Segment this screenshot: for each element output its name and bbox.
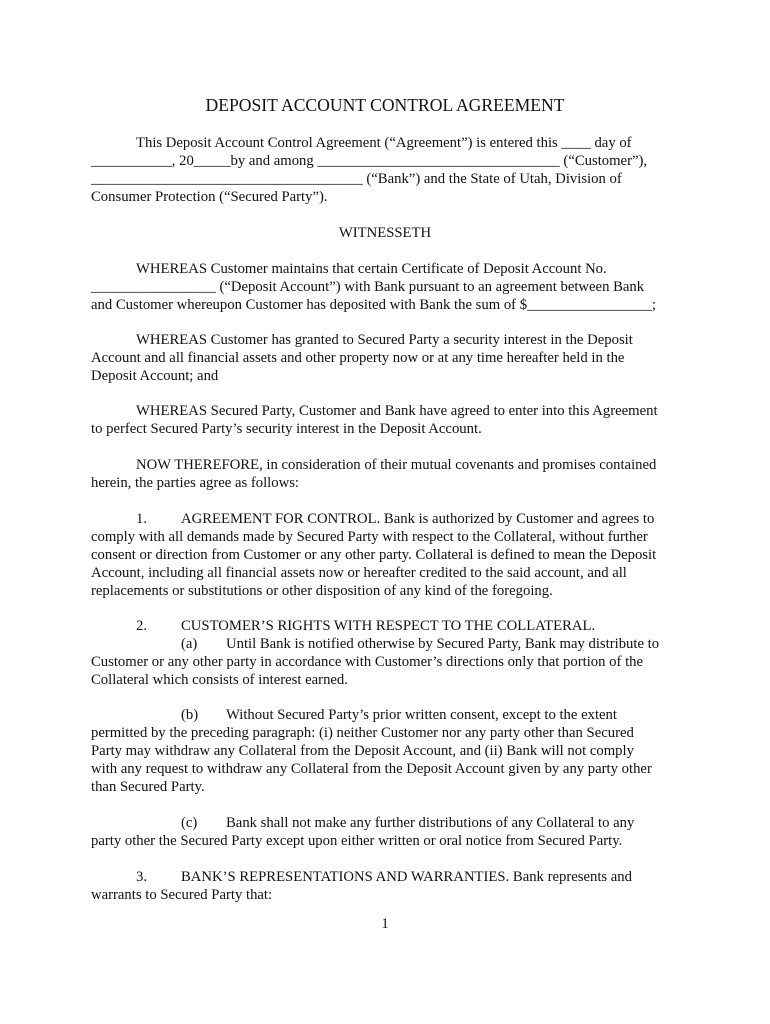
section-number: 2.	[136, 618, 148, 634]
page-number: 1	[381, 916, 389, 932]
document-title: DEPOSIT ACCOUNT CONTROL AGREEMENT	[205, 95, 565, 115]
witnesseth-heading: WITNESSETH	[338, 225, 432, 241]
text-line: herein, the parties agree as follows:	[91, 475, 299, 491]
text-line: Without Secured Party’s prior written consent, except to the extent	[226, 707, 617, 723]
text-line: than Secured Party.	[91, 779, 205, 795]
subsection-label: (a)	[181, 636, 198, 652]
text-line: to perfect Secured Party’s security interest in the Deposit Account.	[91, 421, 482, 437]
subsection-label: (b)	[181, 707, 199, 723]
text-line: party other the Secured Party except upon either written or oral notice from Secured Party.	[91, 833, 623, 849]
text-line: WHEREAS Customer has granted to Secured Party a security interest in the Deposit	[136, 332, 633, 348]
text-line: Collateral which consists of interest earned.	[91, 672, 348, 688]
section-number: 1.	[136, 511, 148, 527]
text-line: Consumer Protection (“Secured Party”).	[91, 189, 328, 205]
text-line: NOW THEREFORE, in consideration of their mutual covenants and promises contained	[136, 457, 657, 473]
subsection-label: (c)	[181, 815, 198, 831]
text-line: Account and all financial assets and other property now or at any time hereafter held in the	[91, 350, 625, 366]
section-heading: CUSTOMER’S RIGHTS WITH RESPECT TO THE COLLATERAL.	[181, 618, 596, 634]
text-line: and Customer whereupon Customer has deposited with Bank the sum of $_________________;	[91, 297, 656, 313]
text-line: ___________, 20_____by and among _________________________________ (“Customer”),	[91, 153, 648, 169]
text-line: replacements or substitutions or other disposition of any kind of the foregoing.	[91, 583, 553, 599]
text-line: consent or direction from Customer or any other party. Collateral is defined to mean the Deposit	[91, 547, 657, 563]
text-line: _____________________________________ (“Bank”) and the State of Utah, Division of	[91, 171, 622, 187]
text-line: permitted by the preceding paragraph: (i) neither Customer nor any party other than Secured	[91, 725, 634, 741]
text-line: _________________ (“Deposit Account”) with Bank pursuant to an agreement between Bank	[91, 279, 645, 295]
text-line: This Deposit Account Control Agreement (“Agreement”) is entered this ____ day of	[136, 135, 632, 151]
section-heading-line: BANK’S REPRESENTATIONS AND WARRANTIES. Bank represents and	[181, 869, 632, 885]
section-number: 3.	[136, 869, 148, 885]
text-line: WHEREAS Secured Party, Customer and Bank have agreed to enter into this Agreement	[136, 403, 658, 419]
text-line: Until Bank is notified otherwise by Secured Party, Bank may distribute to	[226, 636, 660, 652]
section-heading-line: AGREEMENT FOR CONTROL. Bank is authorized by Customer and agrees to	[181, 511, 655, 527]
text-line: WHEREAS Customer maintains that certain Certificate of Deposit Account No.	[136, 261, 607, 277]
text-line: Bank shall not make any further distributions of any Collateral to any	[226, 815, 635, 831]
text-line: comply with all demands made by Secured Party with respect to the Collateral, without further	[91, 529, 648, 545]
text-line: Account, including all financial assets now or hereafter credited to the said account, and all	[91, 565, 627, 581]
text-line: Customer or any other party in accordance with Customer’s directions only that portion of the	[91, 654, 644, 670]
text-line: with any request to withdraw any Collateral from the Deposit Account given by any party other	[91, 761, 652, 777]
text-line: Deposit Account; and	[91, 368, 219, 384]
text-line: warrants to Secured Party that:	[91, 887, 273, 903]
text-line: Party may withdraw any Collateral from the Deposit Account, and (ii) Bank will not comply	[91, 743, 634, 759]
